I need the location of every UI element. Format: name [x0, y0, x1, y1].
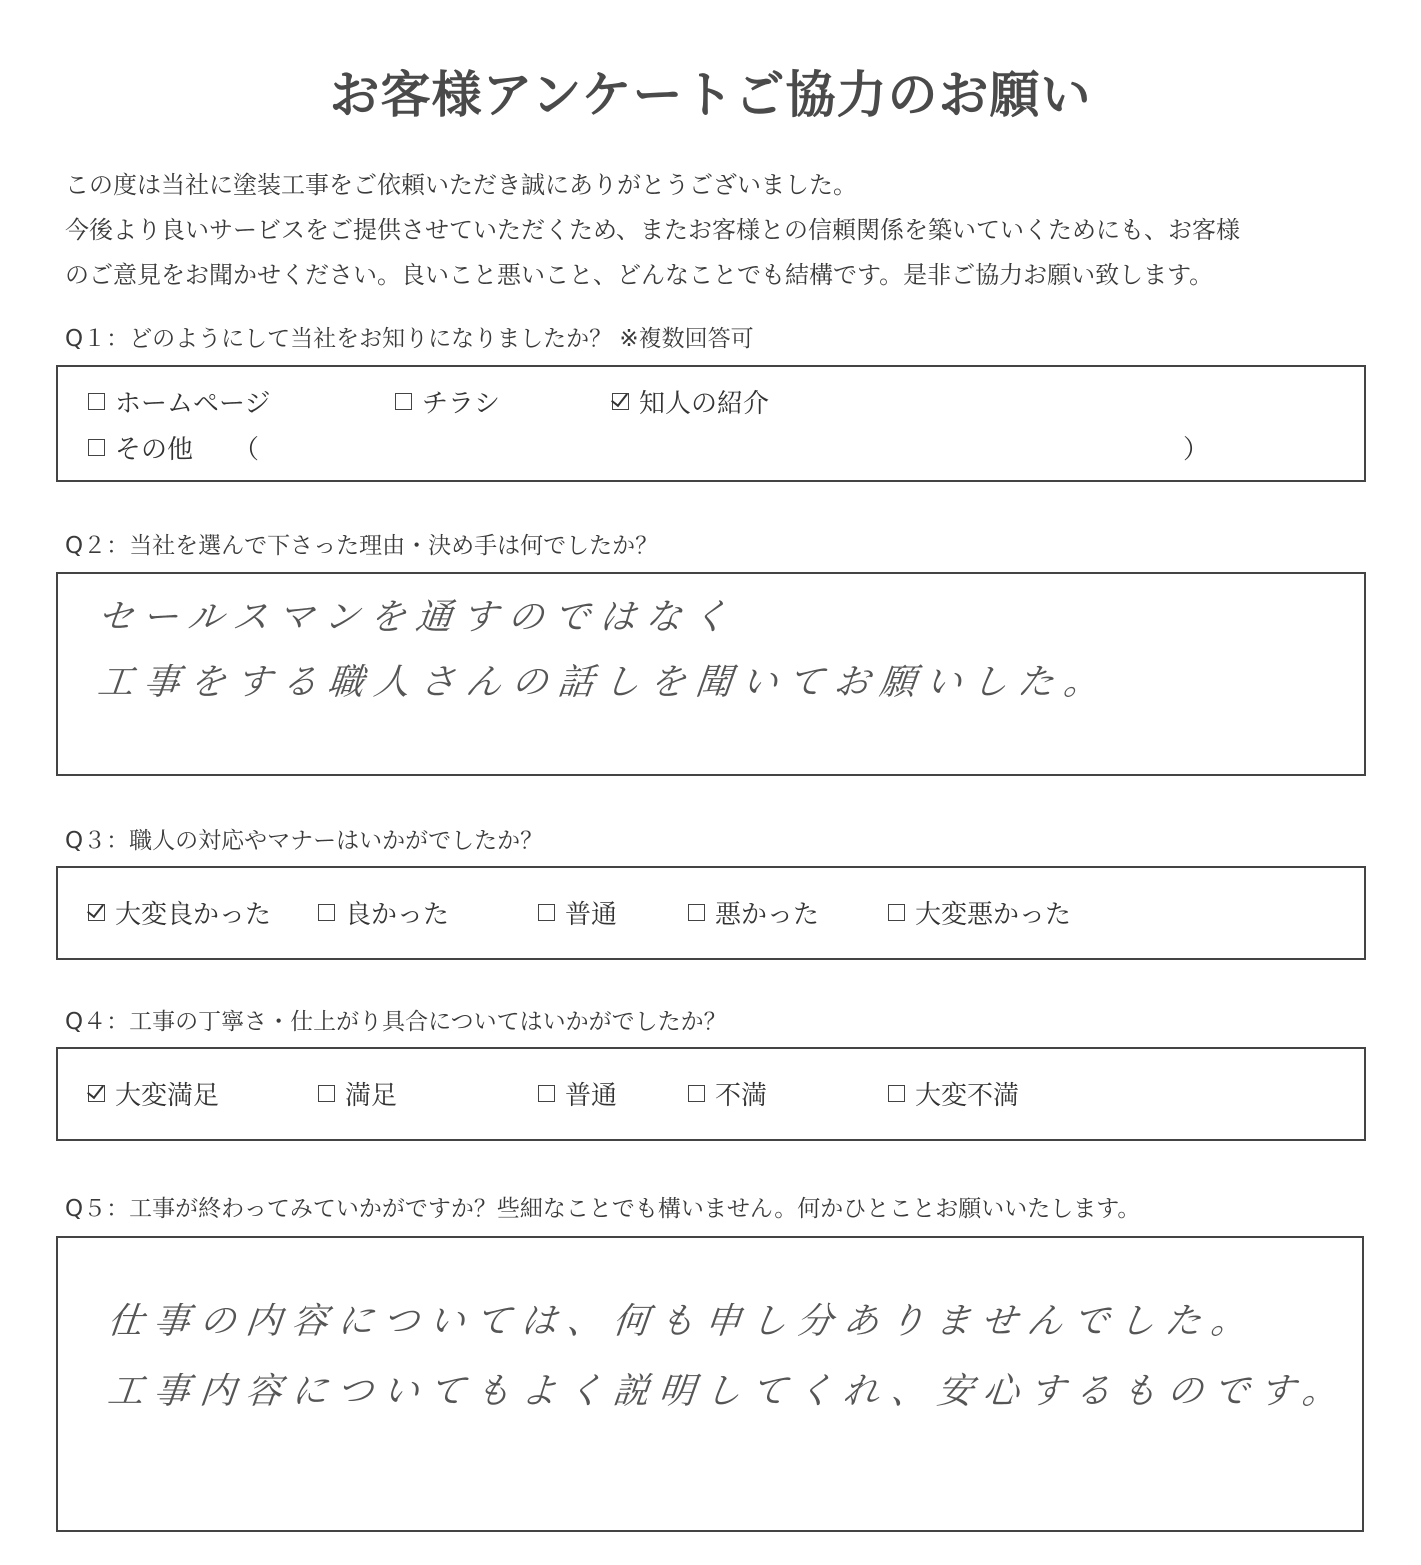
- checked-checkbox-icon[interactable]: [88, 904, 105, 921]
- q4-option-very-satisfied[interactable]: [88, 1075, 219, 1112]
- q3-option-label: 悪かった: [715, 900, 820, 930]
- q2-answer-line-1: セールスマンを通すのではなく: [95, 597, 740, 638]
- q3-option-label: 普通: [565, 900, 618, 930]
- checkbox-icon[interactable]: [88, 439, 105, 456]
- q4-option-very-unsatisfied[interactable]: [888, 1075, 1019, 1112]
- q5-label: Q５：工事が終わってみていかがですか？些細なことでも構いません。何かひとことお願いいたします。: [65, 1196, 1141, 1222]
- q1-option-flyer[interactable]: [395, 383, 500, 420]
- q5-answer-box[interactable]: [56, 1236, 1364, 1532]
- checkbox-icon[interactable]: [688, 904, 705, 921]
- checkbox-icon[interactable]: [688, 1085, 705, 1102]
- q5-answer-line-2: 工事内容についてもよく説明してくれ、安心するものです。: [105, 1371, 1351, 1412]
- q3-option-very-good[interactable]: [88, 894, 271, 931]
- q1-option-homepage[interactable]: [88, 383, 270, 420]
- q3-options-box: [56, 866, 1366, 960]
- checkbox-icon[interactable]: [538, 904, 555, 921]
- checkbox-icon[interactable]: [318, 1085, 335, 1102]
- intro-line-2: 今後より良いサービスをご提供させていただくため、またお客様との信頼関係を築いていくためにも、お客様: [65, 216, 1241, 244]
- checkbox-icon[interactable]: [88, 393, 105, 410]
- q4-option-satisfied[interactable]: [318, 1075, 397, 1112]
- other-paren-open: （: [233, 435, 260, 465]
- q2-label: Q２：当社を選んで下さった理由・決め手は何でしたか？: [65, 533, 659, 559]
- q3-label: Q３：職人の対応やマナーはいかがでしたか？: [65, 828, 544, 854]
- q3-option-label: 良かった: [345, 900, 450, 930]
- intro-line-1: この度は当社に塗装工事をご依頼いただき誠にありがとうございました。: [65, 171, 857, 199]
- page-title: お客様アンケートご協力のお願い: [329, 66, 1092, 124]
- q3-option-label: 大変悪かった: [915, 900, 1072, 930]
- q4-option-unsatisfied[interactable]: [688, 1075, 767, 1112]
- q1-options-box: [56, 365, 1366, 482]
- q4-option-label: 不満: [715, 1081, 768, 1111]
- q4-option-label: 大変満足: [115, 1081, 220, 1111]
- checkbox-icon[interactable]: [538, 1085, 555, 1102]
- q2-answer-box[interactable]: [56, 572, 1366, 776]
- checked-checkbox-icon[interactable]: [612, 393, 629, 410]
- intro-line-3: のご意見をお聞かせください。良いこと悪いこと、どんなことでも結構です。是非ご協力お願い致します。: [65, 261, 1214, 289]
- q4-option-label: 大変不満: [915, 1081, 1020, 1111]
- q4-options-box: [56, 1047, 1366, 1141]
- checkbox-icon[interactable]: [888, 904, 905, 921]
- q1-option-label: ホームページ: [115, 389, 271, 419]
- q3-option-good[interactable]: [318, 894, 449, 931]
- checkbox-icon[interactable]: [395, 393, 412, 410]
- q1-option-label: 知人の紹介: [639, 389, 770, 419]
- q1-option-label: チラシ: [422, 389, 501, 419]
- checkbox-icon[interactable]: [888, 1085, 905, 1102]
- checked-checkbox-icon[interactable]: [88, 1085, 105, 1102]
- q1-option-label: その他: [115, 435, 194, 465]
- q3-option-bad[interactable]: [688, 894, 819, 931]
- q4-label: Q４：工事の丁寧さ・仕上がり具合についてはいかがでしたか？: [65, 1009, 727, 1035]
- q5-answer-line-1: 仕事の内容については、何も申し分ありませんでした。: [105, 1301, 1260, 1342]
- q3-option-label: 大変良かった: [115, 900, 272, 930]
- q4-option-average[interactable]: [538, 1075, 617, 1112]
- other-paren-close: ）: [1183, 435, 1210, 465]
- q1-label: Q１：どのようにして当社をお知りになりましたか？ ※複数回答可: [65, 326, 754, 352]
- q4-option-label: 満足: [345, 1081, 398, 1111]
- checkbox-icon[interactable]: [318, 904, 335, 921]
- q2-answer-line-2: 工事をする職人さんの話しを聞いてお願いした。: [95, 662, 1112, 703]
- q3-option-very-bad[interactable]: [888, 894, 1071, 931]
- q3-option-average[interactable]: [538, 894, 617, 931]
- q4-option-label: 普通: [565, 1081, 618, 1111]
- q1-option-other[interactable]: [88, 429, 193, 466]
- q1-option-referral[interactable]: [612, 383, 769, 420]
